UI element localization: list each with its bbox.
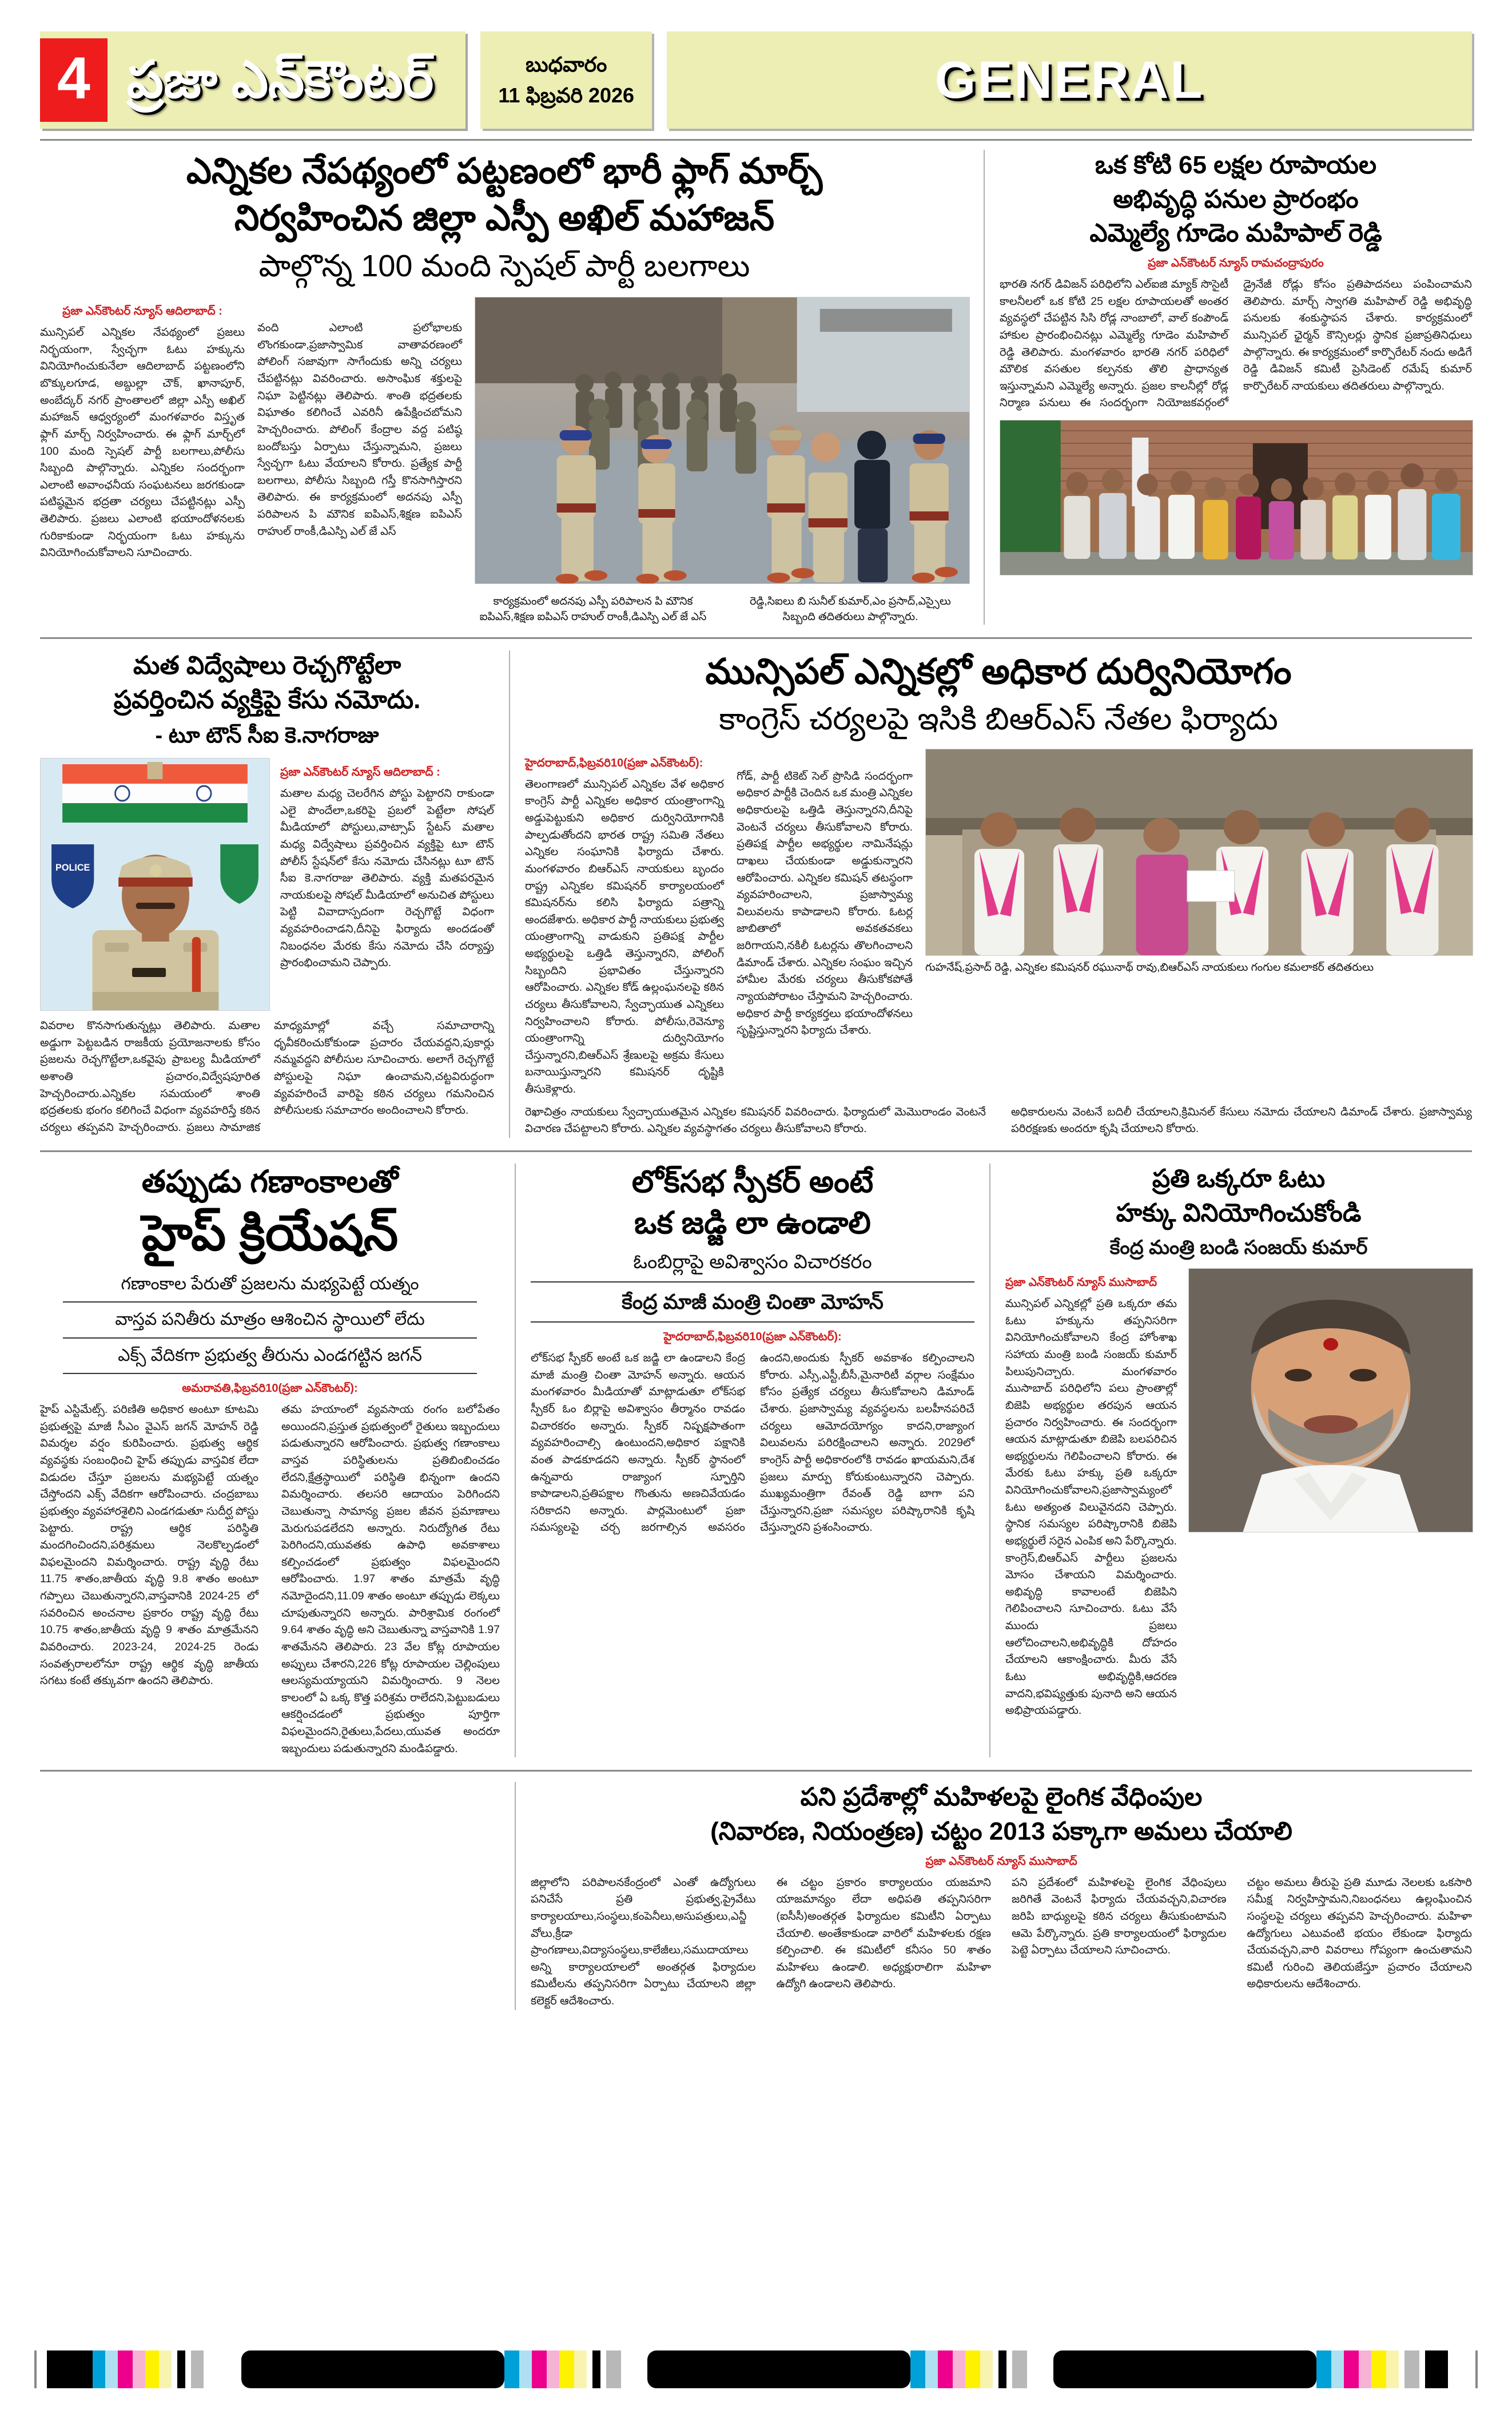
cmyk-black-block-1 (241, 2350, 504, 2388)
bl-rule-1 (63, 1301, 477, 1303)
lead-byline: ప్రజా ఎన్‌కౌంటర్ న్యూస్ ఆదిలాబాద్ : (62, 305, 222, 318)
bc-rule-1 (531, 1281, 974, 1282)
ml-byline: ప్రజా ఎన్‌కౌంటర్ న్యూస్ ఆదిలాబాద్ : (280, 766, 440, 779)
cmyk-group-1 (47, 2350, 241, 2388)
bb-col-1 (531, 1875, 766, 2010)
masthead-edition-panel (667, 31, 1472, 129)
masthead (40, 31, 1472, 129)
br-byline: ప్రజా ఎన్‌కౌంటర్ న్యూస్ ముసాబాద్ (1005, 1276, 1157, 1289)
bl-byline: అమరావతి,ఫిబ్రవరి10(ప్రజా ఎన్‌కౌంటర్): (182, 1382, 358, 1395)
lead-col-2 (257, 297, 475, 625)
police-officer-portrait (40, 758, 270, 1011)
masthead-divider (40, 139, 1472, 141)
bc-headline-line1: లోక్‌సభ స్పీకర్ అంటే (631, 1164, 874, 1199)
bb-col-4 (1237, 1875, 1473, 2010)
newspaper-page (0, 31, 1512, 2434)
page-body (40, 150, 1472, 2010)
minister-portrait-photo (1188, 1268, 1473, 1532)
lead-caption-left-text: కార్యక్రమంలో అదనపు ఎస్పీ పరిపాలన పి మౌనిక ఐపిఎస్,శిక్షణ ఐపిఎస్ రాహుల్ రాంకీ,డిఎస్పి ఎల్ జే ఎస్ (479, 595, 707, 623)
bb-body-col3: పని ప్రదేశంలో మహిళలపై లైంగిక వేధింపులు జరిగితే వెంటనే ఫిర్యాదు చేయవచ్చని,విచారణ జరిపి బాధ్యులపై కఠిన చర్యలు తీసుకుంటామని ఆమె పేర్కొన్నారు. ప్రతి కార్యాలయంలో ఫిర్యాదుల పెట్టె ఏర్పాటు చేయాలని సూచించారు. (1012, 1876, 1227, 1957)
bc-attribution: కేంద్ర మాజీ మంత్రి చింతా మోహన్ (622, 1289, 884, 1313)
mc-cap-mid (525, 1104, 998, 1138)
bottom-block (40, 1164, 1472, 1757)
mc-photo-col (925, 749, 1472, 1098)
page-number: 4 (40, 38, 108, 122)
bottom-banner-story (515, 1782, 1472, 2010)
publication-title: ప్రజా ఎన్‌కౌంటర్ (126, 51, 434, 109)
cmyk-group-3 (910, 2350, 1053, 2388)
br-text-col (1005, 1268, 1188, 1720)
bc-headline-line2: ఒక జడ్జి లా ఉండాలి (634, 1205, 871, 1240)
lead-subhead: పాల్గొన్న 100 మంది స్పెషల్ పార్టీ బలగాలు (258, 249, 750, 284)
ml-photo-col (40, 758, 280, 1011)
masthead-day: బుధవారం (526, 53, 607, 76)
edition-label: GENERAL (934, 50, 1204, 109)
bl-body-col1: హైప్ ఎస్టిమేట్స్. పరిణితి అధికార అంటూ కూటమి ప్రభుత్వపై మాజీ సీఎం వైఎస్ జగన్ మోహన్ రెడ్డి విమర్శల వర్షం కురిపించారు. ప్రభుత్వ ఆర్థిక వ్యవస్థకు సంబంధించి హైప్ తప్పుడు వాస్తవిక లేదా విడుదల చేస్తూ ప్రజలను మభ్యపెట్టే యత్నం చేస్తోందని ఎక్స్ వేదికగా ఆరోపించారు. చంద్రబాబు ప్రభుత్వం వ్యవహారశైలిని ఎండగడుతూ సుదీర్ఘ పోస్టు పెట్టారు. రాష్ట్ర ఆర్థిక పరిస్థితి మందగించిందని,పరిశ్రమలు నెలకొల్పడంలో విఫలమైందని విమర్శించారు. రాష్ట్ర వృద్ధి రేటు 11.75 శాతం,జాతీయ వృద్ధి 9.8 శాతం అంటూ గప్పాలు చెబుతున్నారని,వాస్తవానికి 2024-25 లో సవరించిన అంచనాల ప్రకారం రాష్ట్ర వృద్ధి రేటు 10.75 శాతం,జాతీయ వృద్ధి 9 శాతం మాత్రమేనని వివరించారు. 2023-24, 2024-25 రెండు సంవత్సరాలలోనూ రాష్ట్ర ఆర్థిక వృద్ధి జాతీయ సగటు కంటే తక్కువగా ఉందని తెలిపారు. (40, 1403, 259, 1687)
lead-caption-right (722, 590, 969, 625)
middle-block-divider (40, 1150, 1472, 1152)
top-block (40, 150, 1472, 625)
bl-col-2 (270, 1401, 500, 1757)
bc-byline: హైదరాబాద్,ఫిబ్రవరి10(ప్రజా ఎన్‌కౌంటర్): (663, 1331, 842, 1344)
bottom-center-story (515, 1164, 989, 1757)
mc-caption-right-text: అధికారులను వెంటనే బదిలీ చేయాలని,క్రిమినల్ కేసులు నమోదు చేయాలని డిమాండ్ చేశారు. ప్రజాస్వామ్య పరిరక్షణకు అందరూ కృషి చేయాలని కోరారు. (1011, 1105, 1472, 1135)
bl-bullet-3: ఎక్స్ వేదికగా ప్రభుత్వ తీరును ఎండగట్టిన జగన్ (118, 1345, 422, 1365)
cmyk-black-block-3 (1053, 2350, 1316, 2388)
mc-body-col2: గోడ్, పార్టీ టికెట్ సెల్ ప్రొసిడి సందర్భంగా అధికార పార్టీకి చెందిన ఒక మంత్రి ఎన్నికల అధికారులపై ఒత్తిడి తెస్తున్నారని,దీనిపై వెంటనే చర్యలు తీసుకోవాలని కోరారు. ప్రతిపక్ష పార్టీల అభ్యర్థుల నామినేషన్లు దాఖలు చేయకుండా అడ్డుకున్నారని ఆరోపించారు. ఎన్నికల కమిషన్ తటస్థంగా వ్యవహరించాలని, ప్రజాస్వామ్య విలువలను కాపాడాలని కోరారు. ఓటర్ల జాబితాలో అవకతవకలు జరిగాయని,నకిలీ ఓటర్లను తొలగించాలని డిమాండ్ చేశారు. ఎన్నికల సంఘం ఇచ్చిన హామీల మేరకు చర్యలు తీసుకోకపోతే న్యాయపోరాటం చేస్తామని హెచ్చరించారు. అధికార పార్టీ కార్యకర్తలు భయాందోళనలు సృష్టిస్తున్నారని ఫిర్యాదు చేశారు. (737, 769, 913, 1037)
bl-rule-2 (63, 1337, 477, 1339)
lead-caption-right-text: రెడ్డి,సిఐలు బి సునీల్ కుమార్,ఎం ప్రసాద్,ఎస్సైలు సిబ్బంది తదితరులు పాల్గొన్నారు. (750, 595, 951, 623)
brs-handover-photo (925, 749, 1473, 956)
ml-body-continued: వివరాల కొనసాగుతున్నట్లు తెలిపారు. మతాల అడ్డుగా పెట్టబడిన రాజకీయ ప్రయోజనాలకు కోసం ప్రజలను రెచ్చగొట్టేలా,ఒకవైపు ప్రాబల్య మీడియాలో అశాంతి ప్రచారం,విద్వేషపూరిత హెచ్చరించారు.ఎన్నికల సమయంలో శాంతి భద్రతలకు భంగం కలిగించే విధంగా వ్యవహరిస్తే కఠిన చర్యలు తప్పవని హెచ్చరించారు. ప్రజలు సామాజిక మాధ్యమాల్లో వచ్చే సమాచారాన్ని ధృవీకరించుకోకుండా ప్రచారం చేయవద్దని,పుకార్లు నమ్మవద్దని పోలీసుల సూచించారు. అలాగే రెచ్చగొట్టే పోస్టులపై నిఘా ఉంచామని,చట్టవిరుద్ధంగా వ్యవహరించే వారిపై కఠిన చర్యలు గమనించిన పోలీసులకు సమాచారం అందించాలని కోరారు. (40, 1019, 494, 1134)
bb-col-2 (766, 1875, 1002, 2010)
flag-march-photo (475, 297, 970, 584)
masthead-brand (40, 31, 465, 129)
mc-subhead: కాంగ్రెస్ చర్యలపై ఇసికి బిఆర్ఎస్ నేతల ఫిర్యాదు (719, 701, 1278, 736)
bc-body: లోక్‌సభ స్పీకర్ అంటే ఒక జడ్జి లా ఉండాలని కేంద్ర మాజీ మంత్రి చింతా మోహన్ అన్నారు. ఆయన మంగళవారం మీడియాతో మాట్లాడుతూ లోక్‌సభ స్పీకర్ ఓం బిర్లాపై అవిశ్వాసం తీర్మానం రావడం విచారకరం అన్నారు. స్పీకర్ నిష్పక్షపాతంగా వ్యవహరించాల్సి ఉంటుందని,అధికార పక్షానికి వంత పాడకూడదని అన్నారు. స్పీకర్ స్థానంలో ఉన్నవారు రాజ్యాంగ స్ఫూర్తిని కాపాడాలని,ప్రతిపక్షాల గొంతును అణచివేయడం సరికాదని అన్నారు. పార్లమెంటులో ప్రజా సమస్యలపై చర్చ జరగాల్సిన అవసరం ఉందని,అందుకు స్పీకర్ అవకాశం కల్పించాలని కోరారు. ఎస్సీ,ఎస్టీ,బీసీ,మైనారిటీ వర్గాల సంక్షేమం కోసం ప్రత్యేక చర్యలు తీసుకోవాలని డిమాండ్ చేశారు. ప్రజాస్వామ్య వ్యవస్థలను బలహీనపరిచే చర్యలు ఆమోదయోగ్యం కాదని,రాజ్యాంగ విలువలను పరిరక్షించాలని అన్నారు. 2029లో కాంగ్రెస్ పార్టీ అధికారంలోకి రావడం ఖాయమని,దేశ ప్రజలు మార్పు కోరుకుంటున్నారని చెప్పారు. ముఖ్యమంత్రిగా రేవంత్ రెడ్డి బాగా పని చేస్తున్నారని,ప్రజా సమస్యల పరిష్కారానికి కృషి చేస్తున్నారని ప్రశంసించారు. (531, 1352, 974, 1534)
mla-group-photo (1000, 420, 1473, 575)
tr-headline-line1: ఒక కోటి 65 లక్షల రూపాయల (1095, 151, 1377, 179)
ml-headline-line1: మత విద్వేషాలు రెచ్చగొట్టేలా (133, 652, 401, 680)
mc-col-2 (737, 749, 925, 1098)
mc-cap-right (998, 1104, 1472, 1138)
middle-block (40, 650, 1472, 1138)
br-headline-line2: హక్కు వినియోగించుకోండి (1116, 1198, 1362, 1227)
bc-subhead: ఓంబిర్లాపై అవిశ్వాసం విచారకరం (633, 1250, 872, 1273)
masthead-date: 11 ఫిబ్రవరి 2026 (498, 84, 635, 107)
br-body: మున్సిపల్ ఎన్నికల్లో ప్రతి ఒక్కరూ తమ ఓటు హక్కును తప్పనిసరిగా వినియోగించుకోవాలని కేంద్ర హోంశాఖ సహాయ మంత్రి బండి సంజయ్ కుమార్ పిలుపునిచ్చారు. మంగళవారం ముసాబాద్ పరిధిలోని పలు ప్రాంతాల్లో బిజెపి అభ్యర్థుల తరపున ఆయన ప్రచారం నిర్వహించారు. ఈ సందర్భంగా ఆయన మాట్లాడుతూ బిజెపి బలపరిచిన అభ్యర్థులను గెలిపించాలని కోరారు. ఈ మేరకు ఓటు హక్కు ప్రతి ఒక్కరూ వినియోగించుకోవాలని,ప్రజాస్వామ్యంలో ఓటు అత్యంత విలువైనదని చెప్పారు. స్థానిక సమస్యల పరిష్కారానికి బిజెపి అభ్యర్థులే సరైన ఎంపిక అని పేర్కొన్నారు. కాంగ్రెస్,బిఆర్ఎస్ పార్టీలు ప్రజలను మోసం చేశాయని విమర్శించారు. అభివృద్ధి కావాలంటే బిజెపిని గెలిపించాలని సూచించారు. ఓటు వేసే ముందు ప్రజలు ఆలోచించాలని,అభివృద్ధికి దోహదం చేయాలని ఆకాంక్షించారు. మీరు వేసే ఓటు అభివృద్ధికి,ఆదరణ వాదని,భవిష్యత్తుకు పునాది అని ఆయన అభిప్రాయపడ్డారు. (1005, 1297, 1177, 1717)
br-attribution: కేంద్ర మంత్రి బండి సంజయ్ కుమార్ (1109, 1237, 1368, 1259)
mid-left-story (40, 650, 509, 1138)
bl-bullet-1: గణాంకాల పేరుతో ప్రజలను మభ్యపెట్టే యత్నం (121, 1274, 419, 1293)
bottom-block-divider (40, 1770, 1472, 1772)
bb-headline-line2: (నివారణ, నియంత్రణ) చట్టం 2013 పక్కాగా అమలు చేయాలి (710, 1817, 1292, 1846)
masthead-date-panel (480, 31, 652, 129)
lead-headline-line2: నిర్వహించిన జిల్లా ఎస్పీ అఖిల్ మహాజన్ (234, 198, 775, 238)
bl-bullet-2: వాస్తవ పనితీరు మాత్రం ఆశించిన స్థాయిలో లేదు (115, 1310, 425, 1329)
lead-photo-block (475, 297, 969, 625)
mc-body-col1: తెలంగాణలో మున్సిపల్ ఎన్నికల వేళ అధికార కాంగ్రెస్ పార్టీ ఎన్నికల అధికార యంత్రాంగాన్ని అడ్డుపెట్టుకుని అధికార దుర్వినియోగానికి పాల్పడుతోందని భారత రాష్ట్ర సమితి నేతలు ఎన్నికల సంఘానికి ఫిర్యాదు చేశారు. మంగళవారం బిఆర్ఎస్ నాయకులు బృందం రాష్ట్ర ఎన్నికల కమిషనర్ కార్యాలయంలో కమిషనర్‌ను కలిసి ఫిర్యాదు పత్రాన్ని అందజేశారు. అధికార పార్టీ నాయకులు ప్రభుత్వ యంత్రాంగాన్ని వాడుకుని ప్రతిపక్ష పార్టీల అభ్యర్థులపై ఒత్తిడి తెస్తున్నారని, పోలింగ్ సిబ్బందిని ప్రభావితం చేస్తున్నారని ఆరోపించారు. ఎన్నికల కోడ్ ఉల్లంఘనలపై కఠిన చర్యలు తీసుకోవాలని, స్వేచ్ఛాయుత ఎన్నికలు నిర్వహించాలని కోరారు. పోలీసు,రెవెన్యూ యంత్రాంగాన్ని దుర్వినియోగం చేస్తున్నారని,బిఆర్ఎస్ శ్రేణులపై అక్రమ కేసులు బనాయిస్తున్నారని కమిషనర్ దృష్టికి తీసుకెళ్లారు. (525, 777, 724, 1096)
bb-byline: ప్రజా ఎన్‌కౌంటర్ న్యూస్ ముసాబాద్ (925, 1855, 1077, 1868)
lead-caption-left (475, 590, 722, 625)
lead-body-col2: వంది ఎలాంటి ప్రలోభాలకు లొంగకుండా,ప్రజాస్వామిక వాతావరణంలో పోలింగ్ సజావుగా సాగేందుకు అన్ని చర్యలు చేపట్టినట్లు వివరించారు. అసాంఘిక శక్తులపై నిఘా పెట్టినట్లు తెలిపారు. శాంతి భద్రతలకు విఘాతం కలిగించే ఎవరినీ ఉపేక్షించబోమని హెచ్చరించారు. పోలింగ్ కేంద్రాల వద్ద పటిష్ఠ బందోబస్తు ఏర్పాటు చేస్తున్నామని, ప్రజలు స్వేచ్ఛగా ఓటు వేయాలని కోరారు. ప్రత్యేక పార్టీ బలగాలు, పోలీసు సిబ్బంది గస్తీ కొనసాగిస్తారని తెలిపారు. ఈ కార్యక్రమంలో అదనపు ఎస్పీ పరిపాలన పి మౌనిక ఐపిఎస్,శిక్షణ ఐపిఎస్ రాహుల్ రాంకీ,డిఎస్పి ఎల్ జే ఎస్ (257, 321, 462, 538)
tr-headline-line3: ఎమ్మెల్యే గూడెం మహిపాల్ రెడ్డి (1089, 219, 1382, 248)
cmyk-black-block-2 (647, 2350, 910, 2388)
lead-body-col1: మున్సిపల్ ఎన్నికల నేపథ్యంలో ప్రజలు నిర్భయంగా, స్వేచ్ఛగా ఓటు హక్కును వినియోగించుకునేలా ఆదిలాబాద్ పట్టణంలోని బొక్కులగూడ, అబ్దుల్లా చౌక్, ఖానాపూర్, అంబేద్కర్ నగర్ ప్రాంతాలలో జిల్లా ఎస్పీ అఖిల్ మహాజన్ ఆధ్వర్యంలో మంగళవారం విస్తృత ఫ్లాగ్ మార్చ్ నిర్వహించారు. ఈ ఫ్లాగ్ మార్చ్‌లో 100 మంది స్పెషల్ పార్టీ బలగాలు,పోలీసు సిబ్బంది పాల్గొన్నారు. ఎన్నికల సందర్భంగా ఎలాంటి అవాంఛనీయ సంఘటనలు జరగకుండా పటిష్ఠమైన భద్రతా చర్యలు చేపట్టినట్లు ఎస్పీ తెలిపారు. ప్రజలు ఎలాంటి భయాందోళనలకు గురికాకుండా నిర్భయంగా ఓటు హక్కును వినియోగించుకోవాలని సూచించారు. (40, 326, 245, 559)
lead-story (40, 150, 984, 625)
bc-rule-2 (531, 1321, 974, 1323)
ml-body-photo-col: మతాల మధ్య చెలరేగిన పోస్టు పెట్టారని రాకుండా ఎలై పొందేలా,ఒకరిపై ప్రబలో పెట్టేలా సోషల్ మీడియాలో పోస్టులు,వాట్సాప్ స్టేటస్ మతాల మధ్య విద్వేషాలు ప్రవర్తించిన వ్యక్తిపై టూ టౌన్ పోలీస్ స్టేషన్‌లో కేసు నమోదు చేసినట్లు టూ టౌన్ సీఐ కె.నాగరాజు తెలిపారు. వ్యక్తి మతపరమైన నాయకులపై సోషల్ మీడియాలో అనుచిత పోస్టులు పెట్టి వివాదాస్పదంగా రెచ్చగొట్టే విధంగా వ్యవహరించాడని,దీనిపై ఫిర్యాదు అందడంతో నిబంధనల మేరకు కేసు నమోదు చేసి దర్యాప్తు ప్రారంభించామని చెప్పారు. (280, 787, 494, 970)
mid-center-story (509, 650, 1472, 1138)
mc-caption-left-text: గుహనేష్,ప్రసాద్ రెడ్డి, ఎన్నికల కమిషనర్ రఘునాథ్ రావు,బిఆర్ఎస్ నాయకులు గంగుల కమలాకర్ తదితరులు (925, 961, 1374, 974)
cmyk-registration-strip (34, 2350, 1478, 2388)
cmyk-group-2 (504, 2350, 647, 2388)
lead-col-1 (40, 297, 257, 625)
bl-rule-3 (63, 1373, 477, 1374)
tr-byline: ప్రజా ఎన్‌కౌంటర్ న్యూస్ రామచంద్రాపురం (1148, 257, 1324, 270)
bl-col-1 (40, 1401, 270, 1757)
tr-headline-line2: అభివృద్ధి పనుల ప్రారంభం (1113, 185, 1359, 213)
bb-body-col1: జిల్లాలోని పరిపాలనకేంద్రంలో ఎంతో ఉద్యోగులు పనిచేసే ప్రతి ప్రభుత్వ,ప్రైవేటు కార్యాలయాలు,సంస్థలు,కంపెనీలు,అసుపత్రులు,ఎన్జీవోలు,క్రీడా ప్రాంగణాలు,విద్యాసంస్థలు,కాలేజీలు,సముదాయాలు అన్ని కార్యాలయాలలో అంతర్గత ఫిర్యాదుల కమిటీలను తప్పనిసరిగా ఏర్పాటు చేయాలని జిల్లా కలెక్టర్ ఆదేశించారు. (531, 1876, 756, 2008)
bl-body-col2: తమ హయాంలో వ్యవసాయ రంగం బలోపేతం అయిందని,ప్రస్తుత ప్రభుత్వంలో రైతులు ఇబ్బందులు పడుతున్నారని ఆరోపించారు. ప్రభుత్వ గణాంకాలు వాస్తవ పరిస్థితులను ప్రతిబింబించడం లేదని,క్షేత్రస్థాయిలో పరిస్థితి భిన్నంగా ఉందని విమర్శించారు. తలసరి ఆదాయం పెరిగిందని చెబుతున్నా సామాన్య ప్రజల జీవన ప్రమాణాలు మెరుగుపడలేదని అన్నారు. నిరుద్యోగిత రేటు పెరిగిందని,యువతకు ఉపాధి అవకాశాలు కల్పించడంలో ప్రభుత్వం విఫలమైందని ఆరోపించారు. 1.97 శాతం మాత్రమే వృద్ధి నమోదైందని,11.09 శాతం అంటూ తప్పుడు లెక్కలు చూపుతున్నారని అన్నారు. పారిశ్రామిక రంగంలో 9.64 శాతం వృద్ధి అని చెబుతున్నా వాస్తవానికి 1.97 శాతమేనని తెలిపారు. 23 వేల కోట్ల రూపాయల అప్పులు చేశారని,226 కోట్ల రూపాయల చెల్లింపులు ఆలస్యమయ్యాయని విమర్శించారు. 9 నెలల కాలంలో ఏ ఒక్క కొత్త పరిశ్రమ రాలేదని,పెట్టుబడులు ఆకర్షించడంలో ప్రభుత్వం పూర్తిగా విఫలమైందని,రైతులు,పేదలు,యువత అందరూ ఇబ్బందులు పడుతున్నారని మండిపడ్డారు. (281, 1403, 500, 1755)
bb-body-col2: ఈ చట్టం ప్రకారం కార్యాలయం యజమాని యాజమాన్యం లేదా అధిపతి తప్పనిసరిగా (ఐసీసీ)అంతర్గత ఫిర్యాదుల కమిటీని ఏర్పాటు చేయాలి. అంతేకాకుండా వారిలో మహిళలకు రక్షణ కల్పించాలి. ఈ కమిటీలో కనీసం 50 శాతం మహిళలు ఉండాలి. అధ్యక్షురాలిగా మహిళా ఉద్యోగి ఉండాలని తెలిపారు. (776, 1876, 991, 1991)
reg-tick-right (1475, 2350, 1478, 2388)
tr-body: భారతి నగర్ డివిజన్ పరిధిలోని ఎల్ఐజి మ్యాక్ సొసైటీ కాలనీలలో ఒక కోటి 25 లక్షల రూపాయలతో అంతర వ్యవస్థలో చేపట్టిన సిసి రోడ్ల నాంబాలో, వాల్ కంపౌండ్ హాకుల ప్రారంభించినట్లు ఎమ్మెల్యే గూడెం మహిపాల్ రెడ్డి తెలిపారు. మంగళవారం భారతి నగర్ పరిధిలో మౌలిక వసతుల కల్పనకు తొలి ప్రాధాన్యత ఇస్తున్నామని ఎమ్మెల్యే అన్నారు. ప్రజల కాలనీల్లో రోడ్ల నిర్మాణ పనులు ఈ సందర్భంగా నియోజకవర్గంలో డ్రైనేజీ రోడ్లు కోసం ప్రతిపాదనలు పంపించామని తెలిపారు. మార్చ్ స్వాగతి మహిపాల్ రెడ్డి అభివృద్ధి పనులకు శంకుస్థాపన చేశారు. కార్యక్రమంలో మున్సిపల్ ఛైర్మన్ కౌన్సిలర్లు స్థానిక ప్రజాప్రతినిధులు పాల్గొన్నారు. ఈ కార్యక్రమంలో కార్పొరేటర్ నందు అడిగే రెడ్డి డివిజన్ కమిటీ ప్రెసిడెంట్ రమేష్ కుమార్ కార్పొరేటర్ నాయకులు తదితరులు పాల్గొన్నారు. (1000, 278, 1472, 410)
mc-photo-caption (925, 960, 1472, 976)
svg-text:POLICE: POLICE (55, 861, 90, 873)
bl-headline-line1: తప్పుడు గణాంకాలతో (141, 1164, 399, 1199)
bb-body-col4: చట్టం అమలు తీరుపై ప్రతి మూడు నెలలకు ఒకసారి సమీక్ష నిర్వహిస్తామని,నిబంధనలు ఉల్లంఘించిన సంస్థలపై చర్యలు తప్పవని హెచ్చరించారు. మహిళా ఉద్యోగులు ఎటువంటి భయం లేకుండా ఫిర్యాదు చేయవచ్చని,వారి వివరాలు గోప్యంగా ఉంచుతామని కమిటీ గురించి తెలియజేస్తూ ప్రచారం చేయాలని అధికారులను ఆదేశించారు. (1247, 1876, 1472, 1991)
banner-left-spacer (40, 1782, 515, 2010)
lead-headline-line1: ఎన్నికల నేపథ్యంలో పట్టణంలో భారీ ఫ్లాగ్ మార్చ్ (186, 152, 823, 191)
top-right-story (984, 150, 1472, 625)
ml-attribution: - టూ టౌన్ సీఐ కె.నాగరాజు (155, 723, 379, 748)
cmyk-group-4 (1316, 2350, 1465, 2388)
bb-col-3 (1001, 1875, 1237, 2010)
top-block-divider (40, 637, 1472, 639)
br-photo-col (1188, 1268, 1472, 1720)
ml-headline-line2: ప్రవర్తించిన వ్యక్తిపై కేసు నమోదు. (113, 685, 421, 714)
br-headline-line1: ప్రతి ఒక్కరూ ఓటు (1152, 1164, 1326, 1193)
bottom-banner-block (40, 1782, 1472, 2010)
reg-tick-left (34, 2350, 37, 2388)
bb-headline-line1: పని ప్రదేశాల్లో మహిళలపై లైంగిక వేధింపుల (800, 1783, 1203, 1812)
mc-caption-mid-text: రెఖాచిత్రం నాయకులు స్వేచ్ఛాయుతమైన ఎన్నికల కమిషనర్ వివరించారు. ఫిర్యాదులో మెమొరాండం వెంటనే విచారణ చేపట్టాలని కోరారు. ఎన్నికల వ్యవస్థాగతం చర్యలు తీసుకోవాలని కోరారు. (525, 1105, 986, 1135)
mc-headline: మున్సిపల్ ఎన్నికల్లో అధికార దుర్వినియోగం (705, 652, 1292, 692)
mc-col-1 (525, 749, 737, 1098)
bottom-right-story (989, 1164, 1472, 1757)
mc-byline: హైదరాబాద్,ఫిబ్రవరి10(ప్రజా ఎన్‌కౌంటర్): (525, 756, 703, 769)
ml-text-col (280, 758, 494, 1011)
bottom-left-story (40, 1164, 515, 1757)
bl-headline-line2: హైప్ క్రియేషన్ (141, 1205, 399, 1261)
